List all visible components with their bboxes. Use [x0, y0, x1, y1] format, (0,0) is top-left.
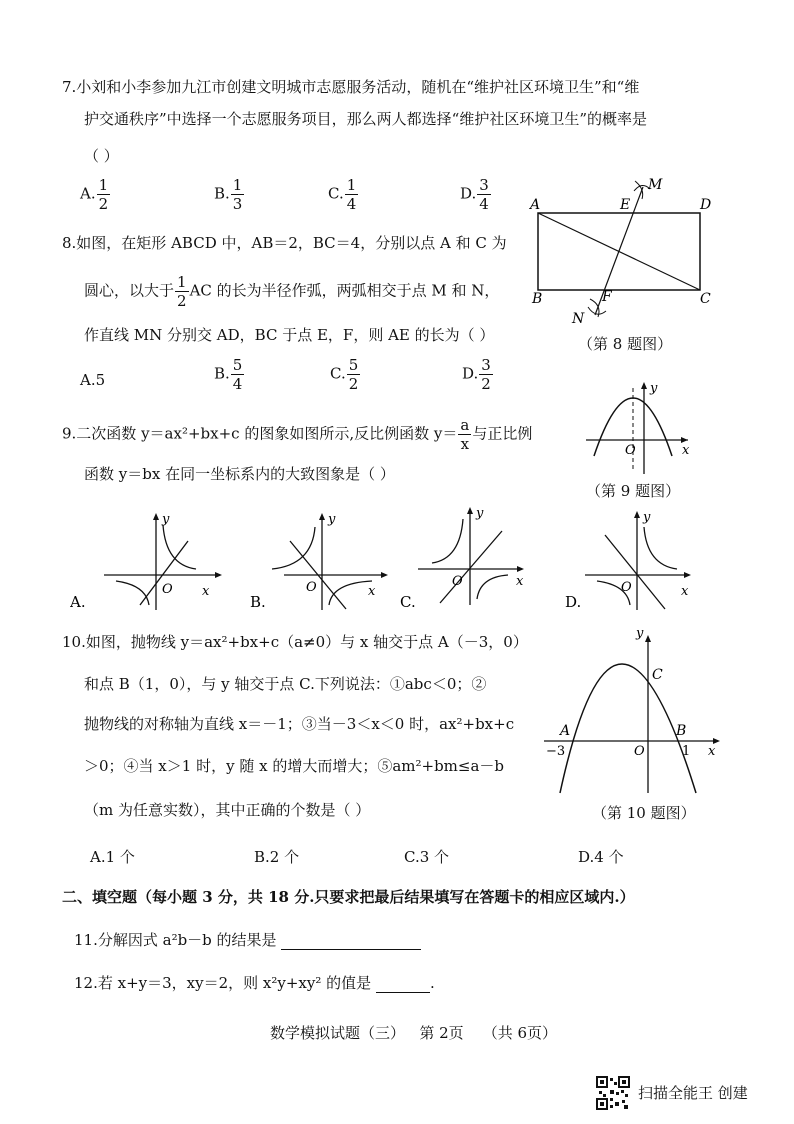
q9-choice-b [250, 505, 410, 615]
label-a: A [530, 197, 541, 213]
hyperbola-branch-1 [432, 519, 463, 563]
q8-figure [520, 175, 720, 335]
q10-option-d: D.4 个 [578, 848, 624, 866]
hyperbola-branch-2 [477, 575, 508, 599]
svg-text:x: x [368, 584, 376, 599]
q9-choice-c [398, 505, 558, 615]
svg-text:x: x [708, 744, 716, 759]
q8-stem-line2: 圆心，以大于 $\frac{1}{2}$ AC 的长为半径作弧，两弧相交于点 M 和 N， [84, 273, 500, 310]
q8-stem-line1: 8.如图，在矩形 ABCD 中，AB＝2，BC＝4，分别以点 A 和 C 为 [62, 234, 507, 252]
label-b: B [532, 291, 543, 307]
label-d: D [700, 197, 712, 213]
q12-answer-blank[interactable] [376, 992, 430, 993]
q7-stem-line1: 7.小刘和小李参加九江市创建文明城市志愿服务活动，随机在“维护社区环境卫生”和“维 [62, 78, 640, 96]
label-y: y [650, 381, 658, 396]
q7-stem-line2: 护交通秩序”中选择一个志愿服务项目，那么两人都选择“维护社区环境卫生”的概率是 [84, 110, 648, 128]
q7-option-d: D. $\frac{3}{4}$ [460, 176, 489, 213]
svg-text:y: y [636, 626, 644, 641]
page-footer: 数学模拟试题（三） 第 2页 （共 6页） [270, 1024, 558, 1042]
q10-stem-line5: （m 为任意实数），其中正确的个数是（ ） [84, 801, 371, 819]
svg-text:x: x [202, 584, 210, 599]
q10-stem-line1: 10.如图，抛物线 y＝ax²+bx+c（a≠0）与 x 轴交于点 A（－3，0） [62, 633, 528, 651]
q9-figure [580, 378, 700, 478]
svg-text:D.: D. [565, 593, 582, 611]
svg-text:O: O [162, 582, 173, 597]
label-e: E [620, 197, 631, 213]
q11-answer-blank[interactable] [281, 949, 421, 950]
svg-text:x: x [516, 574, 524, 589]
hyperbola-branch-1 [644, 527, 677, 569]
q9-stem-line2: 函数 y＝bx 在同一坐标系内的大致图象是（ ） [84, 465, 395, 483]
svg-text:O: O [306, 580, 317, 595]
svg-text:B.: B. [250, 593, 266, 611]
svg-text:y: y [328, 512, 336, 527]
q8-option-c: C. $\frac{5}{2}$ [330, 356, 359, 393]
q8-option-d: D. $\frac{3}{2}$ [462, 356, 491, 393]
qr-code-icon [596, 1076, 630, 1110]
arc-m2 [635, 181, 643, 199]
q9-figure-caption: （第 9 题图） [586, 482, 681, 500]
line-graph [605, 535, 665, 609]
q11-line: 11.分解因式 a²b－b 的结果是 [74, 929, 421, 950]
q8-stem-line3: 作直线 MN 分别交 AD，BC 于点 E，F，则 AE 的长为（ ） [84, 326, 495, 344]
line-graph [440, 531, 502, 603]
svg-text:1: 1 [682, 744, 691, 759]
hyperbola-branch-2 [329, 581, 372, 605]
q8-figure-caption: （第 8 题图） [578, 335, 673, 353]
label-c: C [700, 291, 711, 307]
label-m: M [648, 177, 663, 193]
label-x: x [682, 443, 690, 458]
q10-option-b: B.2 个 [254, 848, 300, 866]
q9-choice-d [565, 505, 715, 615]
svg-text:C.: C. [400, 593, 416, 611]
q10-stem-line4: ＞0；④当 x＞1 时，y 随 x 的增大而增大；⑤am²+bm≤a－b [84, 757, 505, 775]
watermark-text: 扫描全能王 创建 [638, 1084, 748, 1102]
svg-text:O: O [634, 744, 645, 759]
q10-stem-line2: 和点 B（1，0），与 y 轴交于点 C.下列说法：①abc＜0；② [84, 675, 487, 693]
svg-text:y: y [476, 506, 484, 521]
svg-text:O: O [621, 580, 632, 595]
q7-option-b: B. $\frac{1}{3}$ [214, 176, 243, 213]
svg-text:x: x [681, 584, 689, 599]
hyperbola-branch-2 [116, 581, 149, 605]
svg-text:y: y [162, 512, 170, 527]
q9-stem-line1: 9.二次函数 y＝ax²+bx+c 的图象如图所示,反比例函数 y＝ $\frac{a}{x}$ 与正比例 [62, 416, 533, 453]
svg-text:O: O [452, 574, 463, 589]
q10-figure-caption: （第 10 题图） [592, 804, 696, 822]
q10-stem-line3: 抛物线的对称轴为直线 x＝－1；③当－3＜x＜0 时，ax²+bx+c [84, 715, 515, 733]
q10-figure [540, 625, 730, 795]
section2-title: 二、填空题（每小题 3 分，共 18 分.只要求把最后结果填写在答题卡的相应区域内.） [62, 888, 635, 906]
q7-option-c: C. $\frac{1}{4}$ [328, 176, 357, 213]
q9-choice-a [70, 505, 230, 615]
label-f: F [602, 289, 612, 305]
hyperbola-branch-1 [163, 525, 196, 569]
q8-option-a: A.5 [80, 371, 106, 389]
q7-option-a: A. $\frac{1}{2}$ [80, 176, 109, 213]
q10-option-a: A.1 个 [90, 848, 135, 866]
svg-text:C: C [652, 667, 663, 683]
label-origin: O [625, 443, 636, 458]
q8-option-b: B. $\frac{5}{4}$ [214, 356, 243, 393]
svg-text:−3: −3 [546, 744, 566, 759]
q10-option-c: C.3 个 [404, 848, 450, 866]
choice-label: A. [70, 593, 86, 611]
label-n: N [572, 311, 585, 327]
svg-text:A: A [560, 723, 571, 739]
svg-text:B: B [676, 723, 687, 739]
q7-answer-bracket: （ ） [84, 147, 119, 165]
svg-text:y: y [643, 510, 651, 525]
q12-line: 12.若 x+y＝3，xy＝2，则 x²y+xy² 的值是 . [74, 974, 435, 992]
